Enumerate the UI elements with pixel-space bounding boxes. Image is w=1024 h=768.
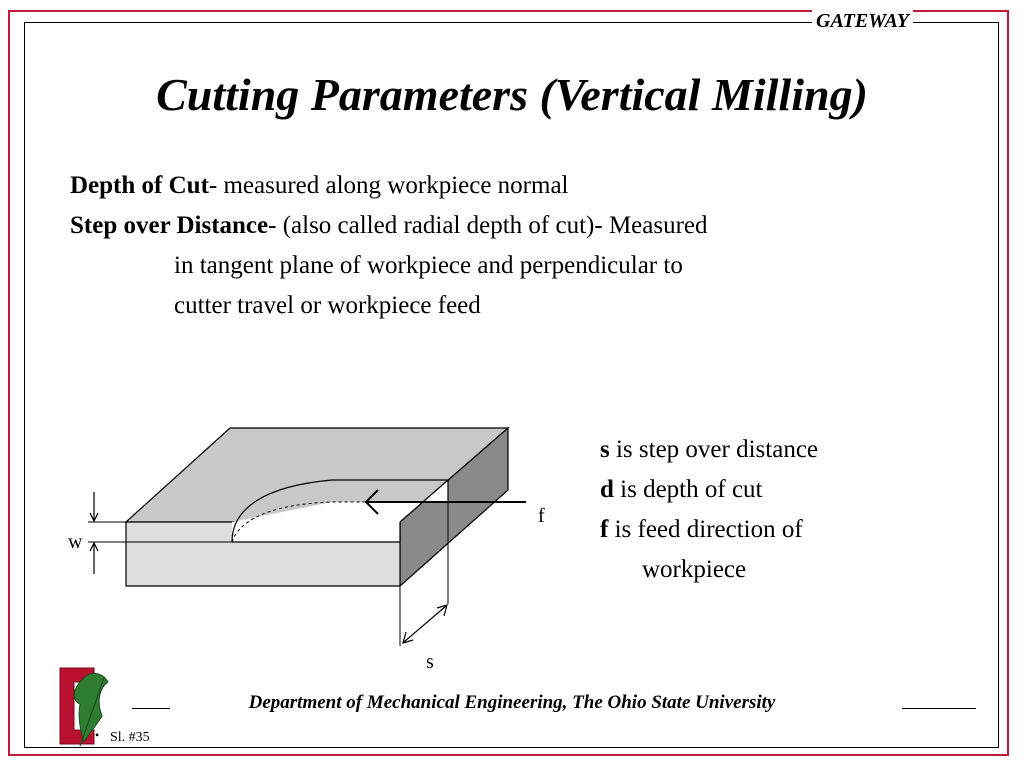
depth-desc: - measured along workpiece normal [208,172,569,199]
footer-department: Department of Mechanical Engineering, The Ohio State University [248,692,776,713]
label-f: f [538,505,545,527]
label-w: w [68,531,83,553]
slide-title: Cutting Parameters (Vertical Milling) [156,69,868,120]
legend-d [600,470,818,510]
slide-number: Sl. #35 [110,730,150,745]
gateway-brand: GATEWAY [812,10,913,33]
legend-f-text-2: workpiece [642,556,747,583]
step-dim-line [404,606,446,642]
step-definition [70,206,708,246]
legend-s-text: is step over distance [609,436,819,463]
definitions-text [70,166,708,326]
legend-f-text: is feed direction of [608,516,803,543]
legend [600,430,818,590]
depth-definition [70,166,708,206]
legend-f-symbol: f [600,516,609,543]
milling-diagram [60,420,580,680]
legend-s-symbol: s [600,436,610,463]
depth-term: Depth of Cut [70,172,209,199]
label-s: s [426,651,434,673]
legend-d-text: is depth of cut [613,476,763,503]
step-term: Step over Distance [70,212,269,239]
legend-s [600,430,818,470]
step-desc-1: - (also called radial depth of cut)- Measured [268,212,708,239]
footer-rule-right [902,708,976,709]
legend-d-symbol: d [600,476,614,503]
footer-bullet: • [95,728,100,742]
step-desc-2: in tangent plane of workpiece and perpendicular to [174,252,683,279]
step-desc-3: cutter travel or workpiece feed [174,292,481,319]
legend-f [600,510,818,550]
